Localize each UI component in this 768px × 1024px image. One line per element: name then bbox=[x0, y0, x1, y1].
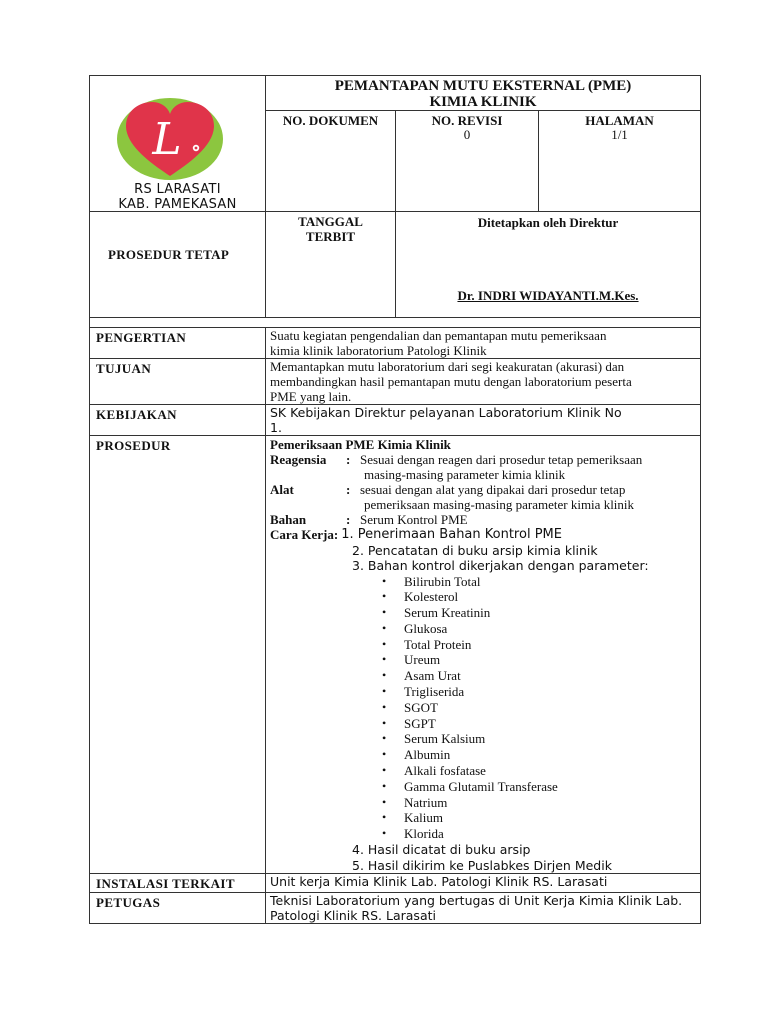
pengertian-text bbox=[266, 328, 701, 359]
ditetapkan-label: Ditetapkan oleh Direktur bbox=[477, 215, 619, 230]
cara-kerja-colon: : bbox=[333, 527, 339, 542]
alat-line-2: pemeriksaan masing-masing parameter kimia klinik bbox=[364, 497, 635, 512]
alat-key: Alat bbox=[270, 482, 294, 497]
kebijakan-label: KEBIJAKAN bbox=[90, 405, 266, 436]
prosedur-label: PROSEDUR bbox=[90, 436, 266, 874]
reagensia-line-1: Sesuai dengan reagen dari prosedur tetap pemeriksaan bbox=[360, 452, 643, 467]
petugas-label: PETUGAS bbox=[90, 893, 266, 924]
pengertian-line-1: Suatu kegiatan pengendalian dan pemantapan mutu pemeriksaan bbox=[270, 328, 607, 343]
petugas-text bbox=[266, 893, 701, 924]
prosedur-tetap-label: PROSEDUR TETAP bbox=[108, 246, 230, 262]
list-item: • SGOT bbox=[382, 700, 700, 716]
hospital-logo bbox=[116, 94, 224, 180]
list-item: • Alkali fosfatase bbox=[382, 763, 700, 779]
alat-row bbox=[270, 482, 700, 497]
prosedur-heading: Pemeriksaan PME Kimia Klinik bbox=[270, 437, 451, 452]
bahan-key: Bahan bbox=[270, 512, 307, 527]
steps-block bbox=[270, 543, 700, 574]
cara-kerja-key: Cara Kerja bbox=[270, 527, 334, 542]
step-3: 3. Bahan kontrol dikerjakan dengan parameter: bbox=[352, 558, 649, 573]
no-revisi-value: 0 bbox=[463, 127, 471, 142]
title-line-1: PEMANTAPAN MUTU EKSTERNAL (PME) bbox=[334, 78, 632, 94]
sop-table bbox=[89, 75, 701, 924]
title-line-2: KIMIA KLINIK bbox=[429, 94, 537, 110]
list-item: • Natrium bbox=[382, 795, 700, 811]
list-item: • Kolesterol bbox=[382, 589, 700, 605]
cara-kerja-row bbox=[270, 527, 700, 543]
petugas-line-1: Teknisi Laboratorium yang bertugas di Unit Kerja Kimia Klinik Lab. bbox=[270, 893, 683, 909]
pengertian-label: PENGERTIAN bbox=[90, 328, 266, 359]
hospital-name-block bbox=[90, 182, 265, 212]
tanggal-label: TANGGAL bbox=[298, 214, 363, 229]
instalasi-label: INSTALASI TERKAIT bbox=[90, 874, 266, 893]
terbit-label: TERBIT bbox=[305, 229, 356, 244]
pengertian-line-2: kimia klinik laboratorium Patologi Klinik bbox=[270, 343, 487, 358]
tujuan-line-1: Memantapkan mutu laboratorium dari segi keakuratan (akurasi) dan bbox=[270, 359, 625, 374]
list-item: • Gamma Glutamil Transferase bbox=[382, 779, 700, 795]
alat-line-1: sesuai dengan alat yang dipakai dari prosedur tetap bbox=[360, 482, 626, 497]
list-item: • Asam Urat bbox=[382, 668, 700, 684]
no-revisi-label: NO. REVISI bbox=[431, 113, 503, 128]
director-name: Dr. INDRI WIDAYANTI.M.Kes. bbox=[457, 288, 639, 303]
list-item: • Bilirubin Total bbox=[382, 574, 700, 590]
tujuan-text bbox=[266, 359, 701, 405]
list-item: • SGPT bbox=[382, 716, 700, 732]
kebijakan-line-1: SK Kebijakan Direktur pelayanan Laboratorium Klinik No bbox=[270, 405, 622, 420]
sop-document bbox=[89, 75, 700, 924]
alat-colon: : bbox=[346, 482, 351, 497]
kebijakan-text bbox=[266, 405, 701, 436]
no-revisi-cell bbox=[396, 111, 539, 212]
bahan-colon: : bbox=[346, 512, 351, 527]
petugas-line-2: Patologi Klinik RS. Larasati bbox=[270, 908, 436, 924]
list-item: • Ureum bbox=[382, 652, 700, 668]
logo-letter: L bbox=[152, 114, 182, 165]
halaman-value: 1/1 bbox=[611, 127, 628, 142]
no-dokumen-cell bbox=[266, 111, 396, 212]
logo-cell bbox=[90, 76, 266, 212]
list-item: • Trigliserida bbox=[382, 684, 700, 700]
halaman-label: HALAMAN bbox=[585, 113, 654, 128]
steps-block-end bbox=[270, 842, 700, 873]
step-2: 2. Pencatatan di buku arsip kimia klinik bbox=[352, 542, 598, 558]
penetapan-cell bbox=[396, 212, 701, 318]
reagensia-key: Reagensia bbox=[270, 452, 327, 467]
prosedur-tetap-cell bbox=[90, 212, 266, 318]
list-item: • Klorida bbox=[382, 826, 700, 842]
tujuan-label: TUJUAN bbox=[90, 359, 266, 405]
no-dokumen-label: NO. DOKUMEN bbox=[282, 113, 379, 128]
step-4: 4. Hasil dicatat di buku arsip bbox=[352, 842, 531, 858]
list-item: • Glukosa bbox=[382, 621, 700, 637]
instalasi-text: Unit kerja Kimia Klinik Lab. Patologi Klinik RS. Larasati bbox=[266, 874, 701, 893]
prosedur-content bbox=[266, 436, 701, 874]
bahan-row bbox=[270, 512, 700, 527]
halaman-cell bbox=[539, 111, 701, 212]
kebijakan-line-2: 1. bbox=[270, 420, 282, 435]
tujuan-line-2: membandingkan hasil pemantapan mutu dengan laboratorium peserta bbox=[270, 374, 632, 389]
tanggal-terbit-cell bbox=[266, 212, 396, 318]
list-item: • Serum Kalsium bbox=[382, 731, 700, 747]
list-item: • Kalium bbox=[382, 810, 700, 826]
tujuan-line-3: PME yang lain. bbox=[270, 389, 352, 404]
hospital-name: RS LARASATI bbox=[134, 182, 221, 197]
list-item: • Serum Kreatinin bbox=[382, 605, 700, 621]
reagensia-line-2: masing-masing parameter kimia klinik bbox=[364, 467, 566, 482]
reagensia-colon: : bbox=[346, 452, 351, 467]
bahan-value: Serum Kontrol PME bbox=[360, 512, 468, 527]
reagensia-row bbox=[270, 452, 700, 467]
step-5: 5. Hasil dikirim ke Puslabkes Dirjen Medik bbox=[352, 857, 612, 873]
list-item: • Albumin bbox=[382, 747, 700, 763]
parameter-list bbox=[270, 574, 700, 843]
hospital-region: KAB. PAMEKASAN bbox=[118, 197, 237, 212]
step-1: 1. Penerimaan Bahan Kontrol PME bbox=[341, 527, 562, 542]
list-item: • Total Protein bbox=[382, 637, 700, 653]
document-title bbox=[266, 76, 701, 111]
